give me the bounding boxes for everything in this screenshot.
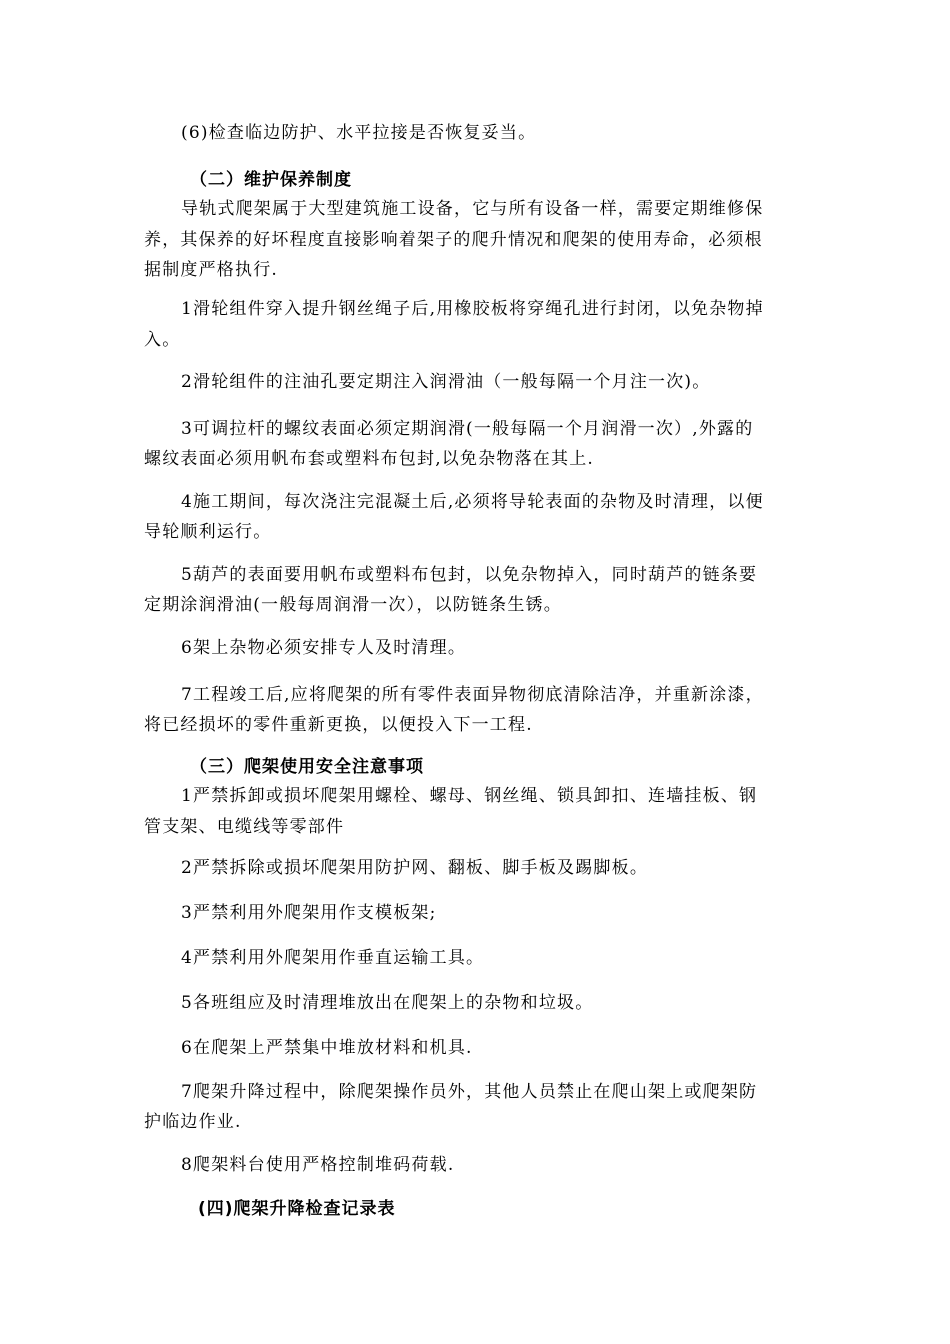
section-2-intro-line-1: 导轨式爬架属于大型建筑施工设备，它与所有设备一样，需要定期维修保 — [181, 199, 764, 219]
maintenance-item-4-line-2: 导轮顺利运行。 — [144, 522, 272, 542]
maintenance-item-7-line-2: 将已经损坏的零件重新更换，以便投入下一工程. — [144, 715, 533, 735]
maintenance-item-5-line-1: 5葫芦的表面要用帆布或塑料布包封，以免杂物掉入，同时葫芦的链条要 — [181, 565, 758, 585]
safety-item-6: 6在爬架上严禁集中堆放材料和机具. — [181, 1038, 473, 1058]
maintenance-item-2: 2滑轮组件的注油孔要定期注入润滑油（一般每隔一个月注一次)。 — [181, 372, 711, 392]
safety-item-5: 5各班组应及时清理堆放出在爬架上的杂物和垃圾。 — [181, 993, 594, 1013]
safety-item-1-line-1: 1严禁拆卸或损坏爬架用螺栓、螺母、钢丝绳、锁具卸扣、连墙挂板、钢 — [181, 786, 758, 806]
maintenance-item-6: 6架上杂物必须安排专人及时清理。 — [181, 638, 467, 658]
safety-item-7-line-2: 护临边作业. — [144, 1112, 242, 1132]
maintenance-item-7-line-1: 7工程竣工后,应将爬架的所有零件表面异物彻底清除洁净，并重新涂漆， — [181, 685, 764, 705]
safety-item-4: 4严禁利用外爬架用作垂直运输工具。 — [181, 948, 485, 968]
maintenance-item-3-line-2: 螺纹表面必须用帆布套或塑料布包封,以免杂物落在其上. — [144, 449, 595, 469]
section-3-heading: （三）爬架使用安全注意事项 — [190, 757, 424, 777]
safety-item-8: 8爬架料台使用严格控制堆码荷载. — [181, 1155, 455, 1175]
check-item-6: (6)检查临边防护、水平拉接是否恢复妥当。 — [181, 123, 537, 143]
safety-item-1-line-2: 管支架、电缆线等零部件 — [144, 817, 345, 837]
section-2-intro-line-3: 据制度严格执行. — [144, 260, 279, 280]
maintenance-item-4-line-1: 4施工期间，每次浇注完混凝土后,必须将导轮表面的杂物及时清理，以便 — [181, 492, 764, 512]
section-2-intro-line-2: 养，其保养的好坏程度直接影响着架子的爬升情况和爬架的使用寿命，必须根 — [144, 230, 763, 250]
maintenance-item-5-line-2: 定期涂润滑油(一般每周润滑一次），以防链条生锈。 — [144, 595, 562, 615]
safety-item-3: 3严禁利用外爬架用作支模板架; — [181, 903, 437, 923]
maintenance-item-1-line-2: 入。 — [144, 330, 181, 350]
section-2-heading: （二）维护保养制度 — [190, 170, 352, 190]
safety-item-7-line-1: 7爬架升降过程中，除爬架操作员外，其他人员禁止在爬山架上或爬架防 — [181, 1082, 758, 1102]
maintenance-item-1-line-1: 1滑轮组件穿入提升钢丝绳子后,用橡胶板将穿绳孔进行封闭，以免杂物掉 — [181, 299, 764, 319]
maintenance-item-3-line-1: 3可调拉杆的螺纹表面必须定期润滑(一般每隔一个月润滑一次）,外露的 — [181, 419, 754, 439]
section-4-heading: (四)爬架升降检查记录表 — [198, 1199, 396, 1219]
safety-item-2: 2严禁拆除或损坏爬架用防护网、翻板、脚手板及踢脚板。 — [181, 858, 649, 878]
